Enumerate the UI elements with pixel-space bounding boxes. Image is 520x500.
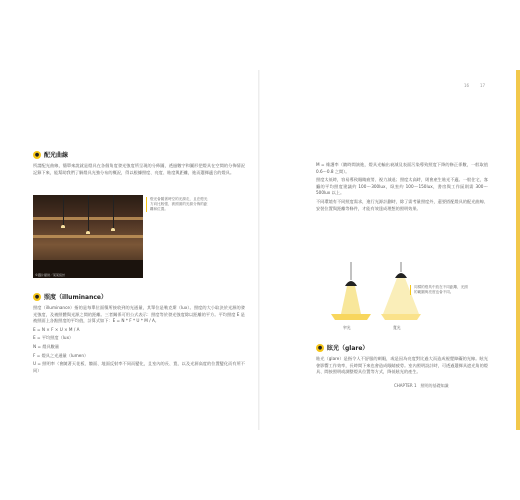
lamp-shade-left bbox=[345, 281, 357, 286]
diagram-note: 同樣的燈具中放在不同距離，光照的範圍與亮度也會不同。 bbox=[410, 285, 469, 295]
section-title: 照度（illuminance） bbox=[44, 294, 107, 301]
light-beam-wide bbox=[383, 278, 419, 314]
pendant-bulb bbox=[111, 228, 115, 231]
photo-shelf bbox=[33, 235, 143, 238]
paragraph: 所謂配光曲線，簡單來說就是燈具在各個角度發光強度所呈現的分佈圖，透過數字和圖形把燈具在空間的分佈情況記錄下來，能幫助我們了解燈具光強分布的概況，得以根據照度、亮度、眩度與距離，進而選擇適合的燈具。 bbox=[33, 163, 245, 175]
right-intro bbox=[316, 162, 488, 214]
section-body bbox=[33, 305, 245, 376]
section-title: 配光曲線 bbox=[44, 152, 69, 159]
formula: E = N × F × U × M / A bbox=[33, 326, 80, 332]
diagram-label-right: 寬光 bbox=[393, 325, 401, 330]
bullet-icon: ● bbox=[317, 344, 323, 351]
photo-credit: ©圖片提供／某某設計 bbox=[35, 273, 66, 277]
paragraph: 照度太低時，容易導致眼睛疲勞、視力減退；照度太高時，則會產生眩光不適。一般住宅，客廳的平均照度建議約 100～300lux，臥室約 100～150lux，書房與工作區則需 300～500lux 以上。 bbox=[316, 177, 488, 196]
section-title: 眩光（glare） bbox=[327, 345, 369, 352]
lamp-shade-right bbox=[395, 273, 407, 278]
bullet-icon: ● bbox=[34, 151, 40, 158]
page-number-left: 16 bbox=[464, 83, 470, 88]
photo-note: 燈光會隨著時空的光源走，且在燈光方向比較強，被照面的光源分佈的距離和位置。 bbox=[146, 197, 210, 212]
section-body bbox=[33, 163, 245, 178]
definition: E = 平均照度（lux） bbox=[33, 335, 74, 341]
definition: U = 照明率（會隨著天花板、牆面、地面反射率不同而變化，且室內的長、寬、以及光源高度的位置變化而有所不同） bbox=[33, 361, 245, 373]
paragraph: M = 維護率（隨時間演進，燈具光輸出衰減及表面污染導致照度下降的修正係數，一般取值 0.6～0.8 之間）。 bbox=[316, 162, 488, 174]
light-spread-diagram bbox=[328, 262, 448, 332]
pendant-cord bbox=[88, 195, 89, 231]
chapter-tab bbox=[516, 70, 520, 430]
diagram-label-left: 窄光 bbox=[343, 325, 351, 330]
paragraph: 眩光（glare）是指令人不舒服的刺眼，或是因為亮度對比過大而造成視覺障礙的光線。眩光會影響工作效率，長時間下來也會造成眼睛疲勞。室內照明設計時，可透過選擇具遮光角的燈具、間接照明或調整燈具位置等方式，降低眩光的產生。 bbox=[316, 356, 488, 375]
floor-patch-right bbox=[381, 314, 421, 320]
restaurant-photo bbox=[33, 195, 143, 278]
paragraph: 照度（illuminance）指的是每單位面積所接收到的光通量，其單位是勒克斯（lux）。照度的大小取決於光源的發光強度，及被照體與光源之間的距離。三者關係可用公式表示：照度等於發光強度除以距離的平方。平均照度 E 是被照面上各點照度的平均值，計算式如下：E = N * F * U * M / A。 bbox=[33, 305, 245, 324]
definition: F = 燈具之光通量（lumen） bbox=[33, 352, 89, 358]
page-number-right: 17 bbox=[480, 83, 486, 88]
pendant-cord bbox=[63, 195, 64, 225]
definition: N = 燈具數量 bbox=[33, 343, 60, 349]
section-heading-glare bbox=[316, 343, 368, 352]
page-gutter bbox=[258, 70, 260, 430]
bullet-icon: ● bbox=[34, 293, 40, 300]
pendant-bulb bbox=[61, 225, 65, 228]
chapter-footer: CHAPTER 1 照明的基礎知識 bbox=[394, 383, 449, 388]
paragraph: 不同環境有不同照度需求，進行光源計劃時，除了需考量照度外，還要搭配燈具的配光曲線、安裝位置與距離等條件，才能有效達成理想的照明效果。 bbox=[316, 198, 488, 211]
section-body bbox=[316, 356, 488, 378]
light-beam-narrow bbox=[341, 286, 361, 314]
floor-patch-left bbox=[331, 314, 371, 320]
section-heading-illuminance bbox=[33, 292, 107, 301]
pendant-bulb bbox=[86, 231, 90, 234]
section-heading-light-distribution bbox=[33, 150, 68, 159]
pendant-cord bbox=[113, 195, 114, 228]
